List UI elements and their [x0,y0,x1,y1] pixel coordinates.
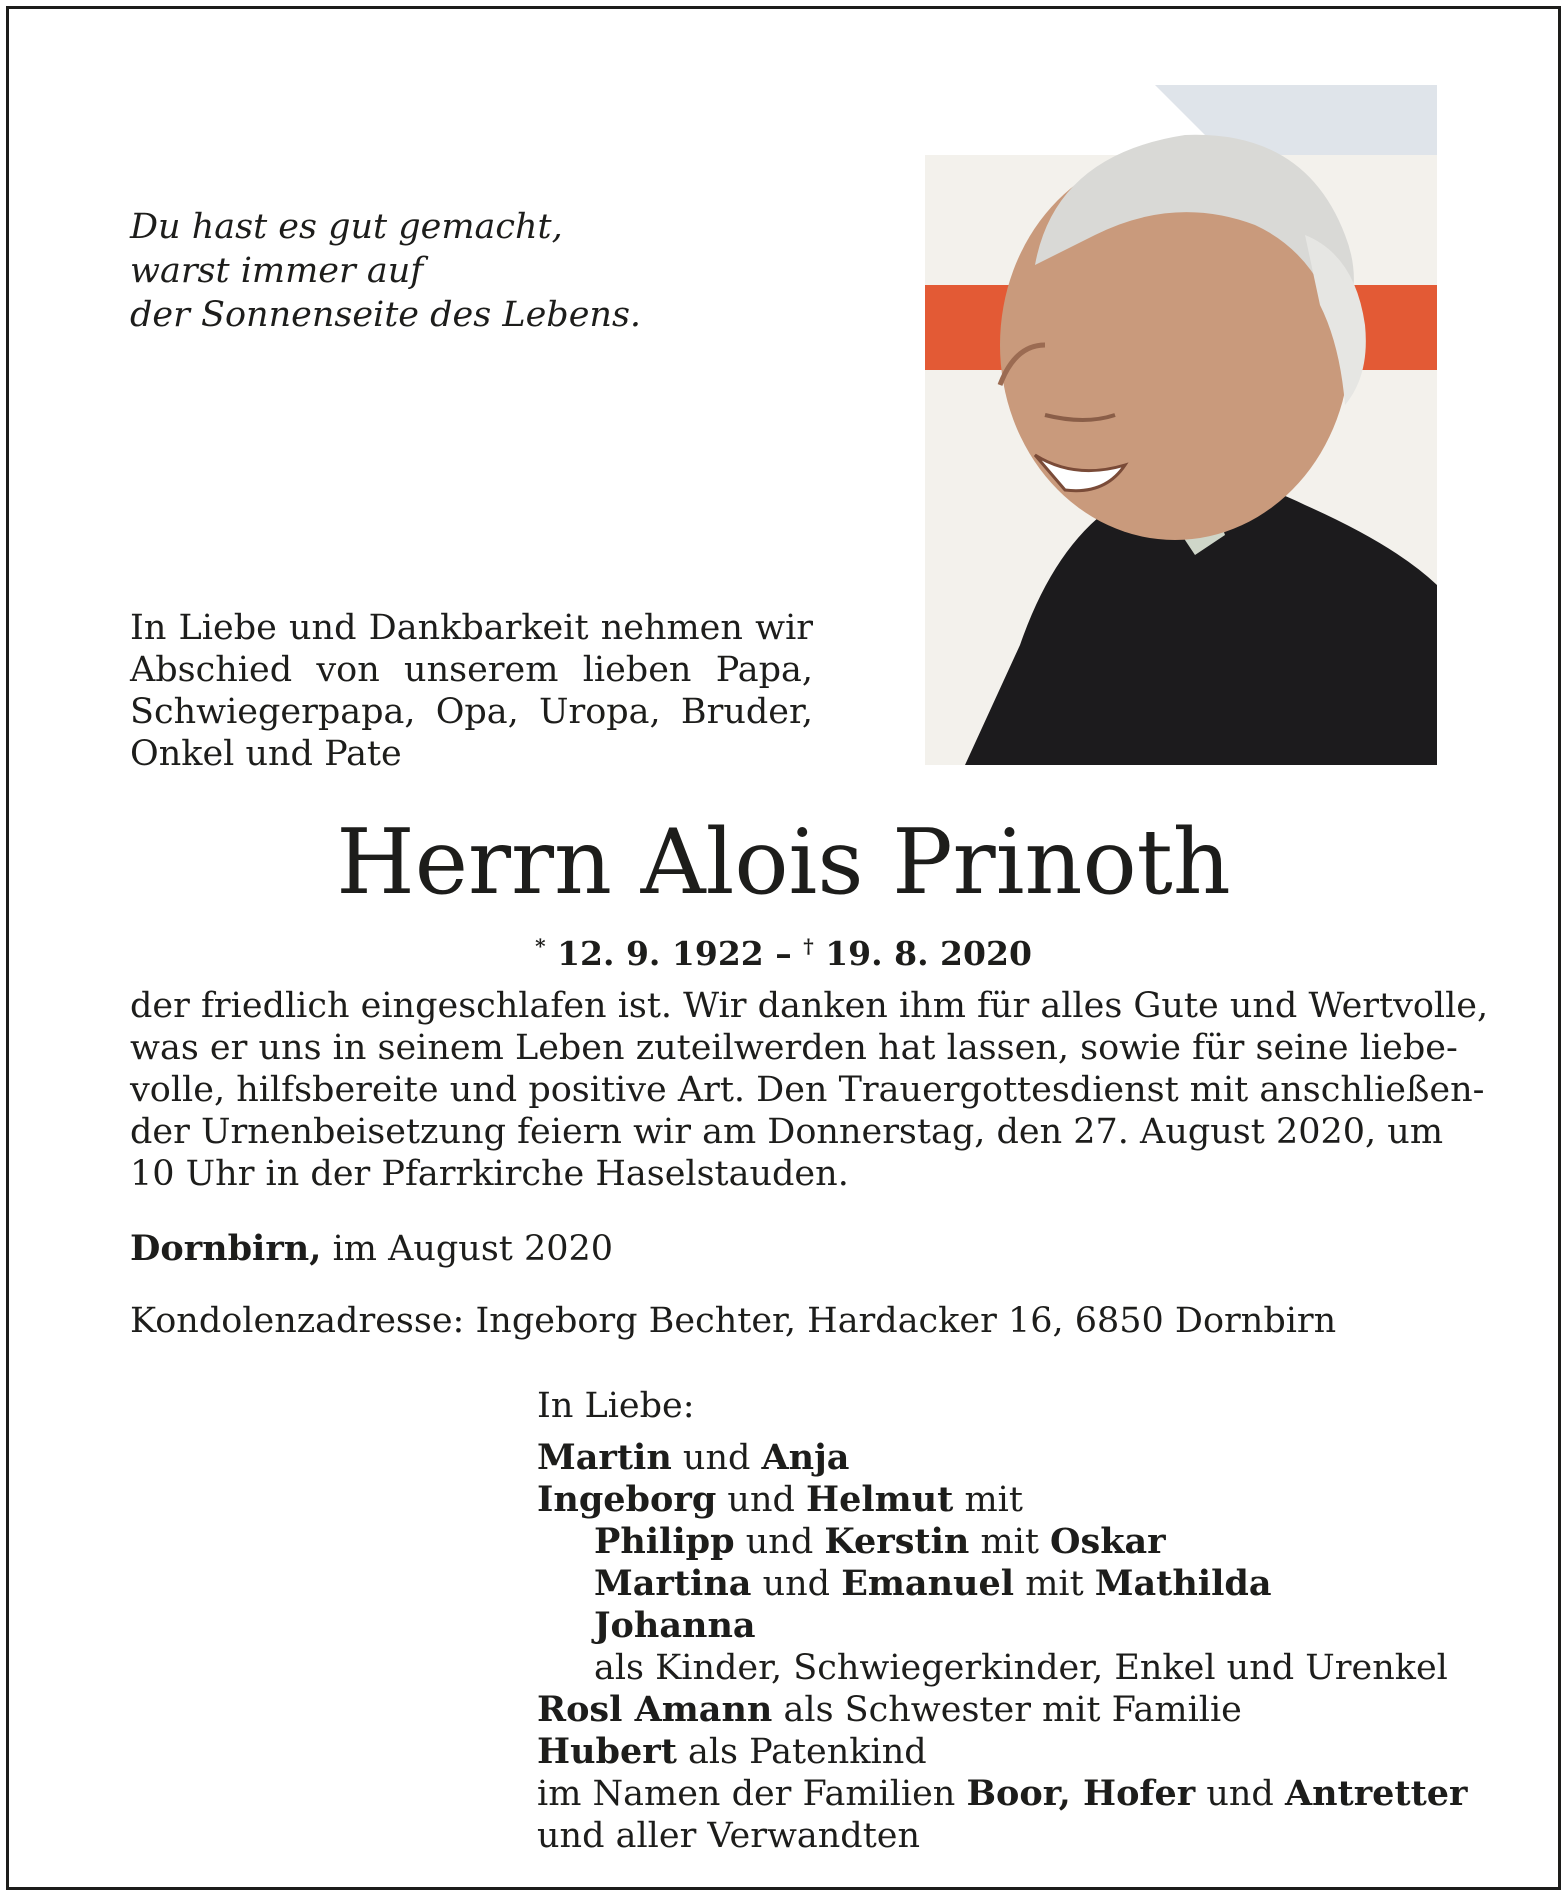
birth-date: 12. 9. 1922 [557,934,764,973]
motto-line: warst immer auf [130,251,424,291]
message-line: der Urnenbeisetzung feiern wir am Donnerstag, den 27. August 2020, um [130,1112,1444,1152]
family-line: als Kinder, Schwiegerkinder, Enkel und Urenkel [594,1648,1448,1688]
place-and-date [130,1228,613,1270]
death-symbol: † [803,934,814,958]
motto-line: Du hast es gut gemacht, [130,207,563,247]
family-heading: In Liebe: [537,1386,695,1426]
message-text [130,985,1489,1195]
message-line: der friedlich eingeschlafen ist. Wir danken ihm für alles Gute und Wertvolle, [130,986,1489,1026]
family-line: Martina und Emanuel mit Mathilda [594,1563,1272,1604]
date-separator: – [775,934,792,973]
life-dates [0,925,1567,975]
family-line: Ingeborg und Helmut mit [537,1479,1023,1520]
intro-line: In Liebe und Dankbarkeit nehmen wir [130,608,813,648]
intro-line: Abschied von unserem lieben Papa, [130,650,813,690]
deceased-name: Herrn Alois Prinoth [336,810,1231,915]
place-city: Dornbirn, [130,1228,322,1269]
family-line: Philipp und Kerstin mit Oskar [594,1521,1166,1562]
place-date: im August 2020 [332,1229,614,1269]
message-line: 10 Uhr in der Pfarrkirche Haselstauden. [130,1154,849,1194]
motto-quote [130,205,730,337]
family-line: im Namen der Familien Boor, Hofer und Antretter [537,1773,1468,1814]
family-line: Martin und Anja [537,1437,850,1478]
intro-text [130,607,813,775]
family-line: Johanna [594,1605,756,1646]
birth-symbol: * [535,934,546,958]
family-list [537,1385,1468,1857]
portrait-photo [925,85,1437,765]
family-line: und aller Verwandten [537,1816,921,1856]
message-line: was er uns in seinem Leben zuteilwerden hat lassen, sowie für seine liebe- [130,1028,1458,1068]
portrait-image [925,85,1437,765]
family-line: Rosl Amann als Schwester mit Familie [537,1689,1242,1730]
death-date: 19. 8. 2020 [825,934,1032,973]
condolence-address: Kondolenzadresse: Ingeborg Bechter, Hardacker 16, 6850 Dornbirn [130,1301,1337,1341]
motto-line: der Sonnenseite des Lebens. [130,295,642,335]
family-line: Hubert als Patenkind [537,1731,927,1772]
intro-line: Schwiegerpapa, Opa, Uropa, Bruder, [130,692,813,732]
intro-line: Onkel und Pate [130,734,402,774]
message-line: volle, hilfsbereite und positive Art. Den Trauergottesdienst mit anschließen- [130,1070,1485,1110]
